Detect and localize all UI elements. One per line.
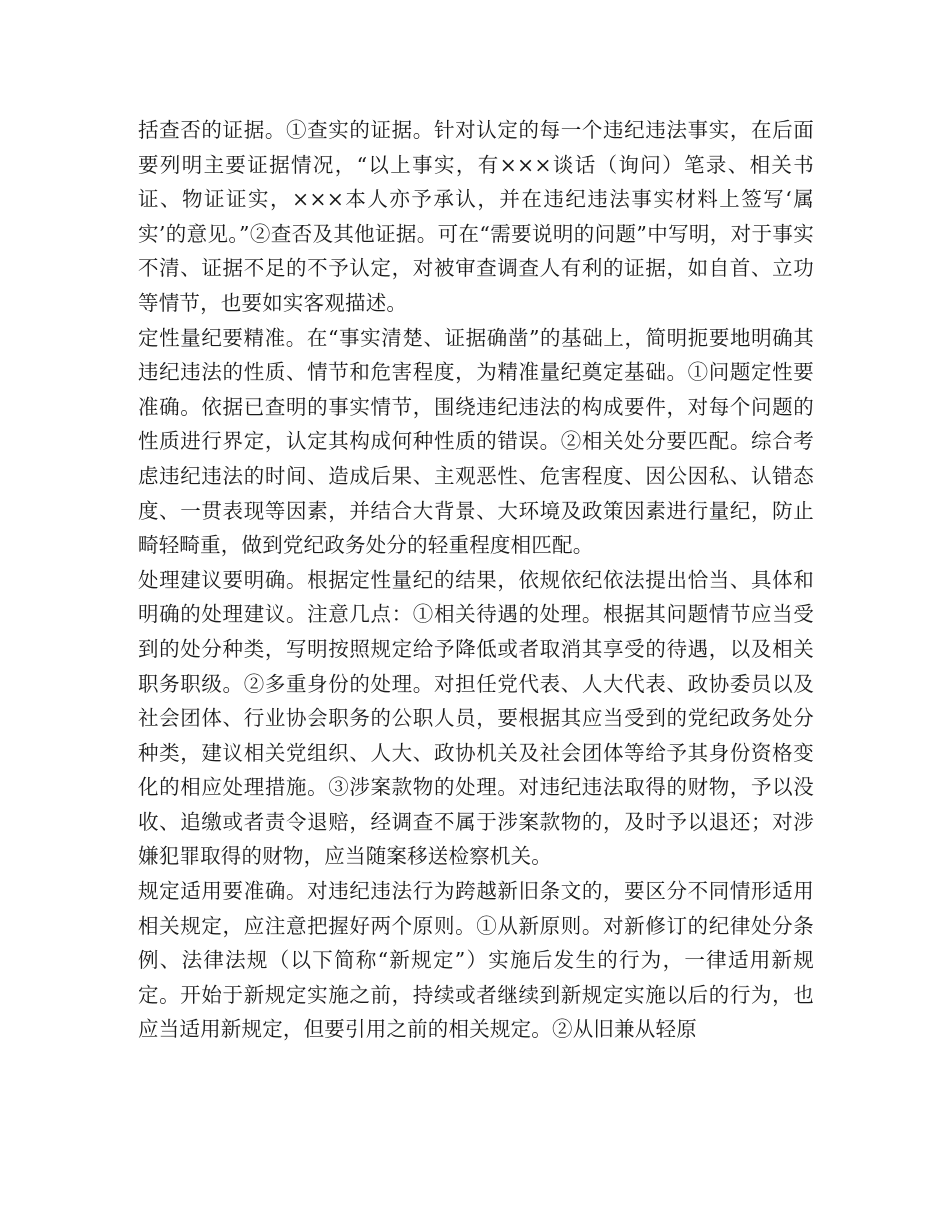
paragraph-handling-advice: 处理建议要明确。根据定性量纪的结果，依规依纪依法提出恰当、具体和明确的处理建议。注意几点：①相关待遇的处理。根据其问题情节应当受到的处分种类，写明按照规定给予降低或者取消其享受的待遇，以及相关职务职级。②多重身份的处理。对担任党代表、人大代表、政协委员以及社会团体、行业协会职务的公职人员，要根据其应当受到的党纪政务处分种类，建议相关党组织、人大、政协机关及社会团体等给予其身份资格变化的相应处理措施。③涉案款物的处理。对违纪违法取得的财物，予以没收、追缴或者责令退赔，经调查不属于涉案款物的，及时予以退还；对涉嫌犯罪取得的财物，应当随案移送检察机关。 [138, 567, 814, 869]
paragraph-qualification: 定性量纪要精准。在“事实清楚、证据确凿”的基础上，简明扼要地明确其违纪违法的性质、情节和危害程度，为精准量纪奠定基础。①问题定性要准确。依据已查明的事实情节，围绕违纪违法的构成要件，对每个问题的性质进行界定，认定其构成何种性质的错误。②相关处分要匹配。综合考虑违纪违法的时间、造成后果、主观恶性、危害程度、因公因私、认错态度、一贯表现等因素，并结合大背景、大环境及政策因素进行量纪，防止畸轻畸重，做到党纪政务处分的轻重程度相匹配。 [138, 325, 814, 558]
paragraph-rule-application: 规定适用要准确。对违纪违法行为跨越新旧条文的，要区分不同情形适用相关规定，应注意把握好两个原则。①从新原则。对新修订的纪律处分条例、法律法规（以下简称“新规定”）实施后发生的行为，一律适用新规定。开始于新规定实施之前，持续或者继续到新规定实施以后的行为，也应当适用新规定，但要引用之前的相关规定。②从旧兼从轻原 [138, 879, 814, 1042]
document-body [138, 113, 814, 1047]
paragraph-evidence: 括查否的证据。①查实的证据。针对认定的每一个违纪违法事实，在后面要列明主要证据情况，“以上事实，有×××谈话（询问）笔录、相关书证、物证证实，×××本人亦予承认，并在违纪违法事实材料上签写‘属实’的意见。”②查否及其他证据。可在“需要说明的问题”中写明，对于事实不清、证据不足的不予认定，对被审查调查人有利的证据，如自首、立功等情节，也要如实客观描述。 [138, 118, 814, 315]
